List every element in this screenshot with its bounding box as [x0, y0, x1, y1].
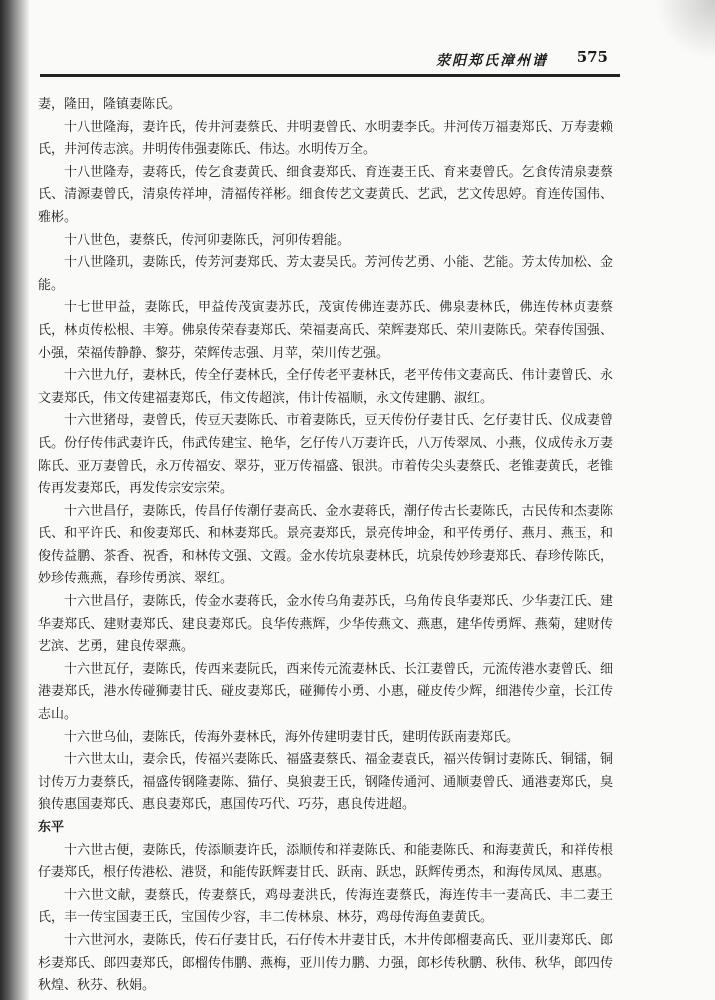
page-corner-shading [655, 0, 715, 60]
header-rule [40, 74, 620, 77]
binding-shadow [0, 0, 30, 1000]
paragraph: 十六世乌仙，妻陈氏，传海外妻林氏，海外传建明妻甘氏，建明传跃南妻郑氏。 [64, 729, 520, 745]
paragraph: 十八世隆玑，妻陈氏，传芳河妻郑氏、芳太妻吴氏。芳河传艺勇、小能、艺能。芳太传加松、金能。 [38, 255, 613, 293]
paragraph: 十六世太山，妻佘氏，传福兴妻陈氏、福盛妻蔡氏、福金妻袁氏，福兴传铜讨妻陈氏、铜镭，铜讨传万力妻蔡氏，福盛传钢隆妻陈、猫仔、臭狼妻王氏，钢隆传通河、通顺妻曾氏、通港妻郑氏，臭狼传惠国妻郑氏、惠良妻郑氏，惠国传巧代、巧芬，惠良传进超。 [38, 752, 613, 813]
page-header [40, 46, 608, 72]
paragraph: 妻，隆田，隆镇妻陈氏。 [38, 97, 182, 112]
paragraph: 十六世文献，妻蔡氏，传妻蔡氏，鸡母妻洪氏，传海连妻蔡氏，海连传丰一妻高氏、丰二妻王氏，丰一传宝国妻王氏，宝国传少容，丰二传林泉、林芬，鸡母传海鱼妻黄氏。 [38, 887, 613, 926]
page-body [38, 94, 613, 998]
paragraph: 十六世九仔，妻林氏，传全仔妻林氏，全仔传老平妻林氏，老平传伟文妻高氏、伟计妻曾氏、永文妻郑氏，伟文传建福妻郑氏，伟文传超滨，伟计传福顺，永文传建鹏、淑红。 [38, 368, 613, 406]
paragraph: 十八世隆海，妻许氏，传井河妻蔡氏、井明妻曾氏、水明妻李氏。井河传万福妻郑氏、万寿妻赖氏，井河传志滨。井明传伟强妻陈氏、伟达。水明传万全。 [38, 119, 613, 158]
paragraph: 十六世瓦仔，妻陈氏，传西来妻阮氏，西来传元流妻林氏、长江妻曾氏，元流传港水妻曾氏、细港妻郑氏，港水传碰狮妻甘氏、碰皮妻郑氏，碰狮传小勇、小惠，碰皮传少辉，细港传少童，长江传志山。 [38, 661, 613, 723]
place-label: 东平 [38, 820, 65, 835]
paragraph: 十六世猪母，妻曾氏，传豆天妻陈氏、市着妻陈氏，豆天传份仔妻甘氏、乞仔妻甘氏、仪成妻曾氏。份仔传伟武妻许氏，伟武传建宝、艳华，乞仔传八万妻许氏，八万传翠凤、小燕，仪成传永万妻陈氏、亚万妻曾氏，永万传福安、翠芬，亚万传福盛、银洪。市着传尖头妻蔡氏、老锥妻黄氏，老锥传再发妻郑氏，再发传宗安宗荣。 [38, 413, 613, 497]
paragraph: 十八世隆寿，妻蒋氏，传乞食妻黄氏、细食妻郑氏、育连妻王氏、育来妻曾氏。乞食传清泉妻蔡氏、清源妻曾氏，清泉传祥坤，清福传祥彬。细食传艺文妻黄氏、艺武，艺文传思婷。育连传国伟、雅彬。 [38, 164, 613, 225]
paragraph: 十六世昌仔，妻陈氏，传金水妻蒋氏，金水传乌角妻苏氏，乌角传良华妻郑氏、少华妻江氏、建华妻郑氏、建财妻郑氏、建良妻郑氏。良华传燕辉，少华传燕文、燕惠，建华传勇辉、燕菊，建财传艺滨、艺勇，建良传翠燕。 [38, 594, 613, 655]
paragraph: 十六世古便，妻陈氏，传添顺妻许氏，添顺传和祥妻陈氏、和能妻陈氏、和海妻黄氏，和祥传根仔妻郑氏，根仔传港松、港贤，和能传跃辉妻甘氏、跃南、跃忠，跃辉传勇杰，和海传凤凤、惠惠。 [38, 842, 613, 881]
paragraph: 十八世色，妻蔡氏，传河卯妻陈氏，河卯传碧能。 [64, 232, 351, 248]
running-title: 荥阳郑氏漳州谱 [436, 53, 548, 69]
page-number: 575 [576, 48, 608, 66]
paragraph: 十六世河水，妻陈氏，传石仔妻甘氏，石仔传木井妻甘氏，木井传郎榴妻高氏、亚川妻郑氏、郎杉妻郑氏、郎四妻郑氏，郎榴传伟鹏、燕梅，亚川传力鹏、力强，郎杉传秋鹏、秋伟、秋华，郎四传秋煌、秋芬、秋娟。 [38, 932, 613, 994]
paragraph: 十七世甲益，妻陈氏，甲益传茂寅妻苏氏，茂寅传佛连妻苏氏、佛泉妻林氏，佛连传林贞妻蔡氏，林贞传松根、丰筹。佛泉传荣春妻郑氏、荣福妻高氏、荣辉妻郑氏、荣川妻陈氏。荣春传国强、小强，荣福传静静、黎芬，荣辉传志强、月苹，荣川传艺强。 [38, 300, 613, 361]
paragraph: 十六世昌仔，妻陈氏，传昌仔传潮仔妻高氏、金水妻蒋氏，潮仔传古长妻陈氏，古民传和杰妻陈氏、和平许氏、和俊妻郑氏、和林妻郑氏。景亮妻郑氏，景亮传坤金，和平传勇仔、燕月、燕玉，和俊传益鹏、茶香、祝香，和林传文强、文霞。金水传坑泉妻林氏，坑泉传妙珍妻郑氏、春珍传陈氏，妙珍传燕燕，春珍传勇滨、翠红。 [38, 503, 613, 587]
